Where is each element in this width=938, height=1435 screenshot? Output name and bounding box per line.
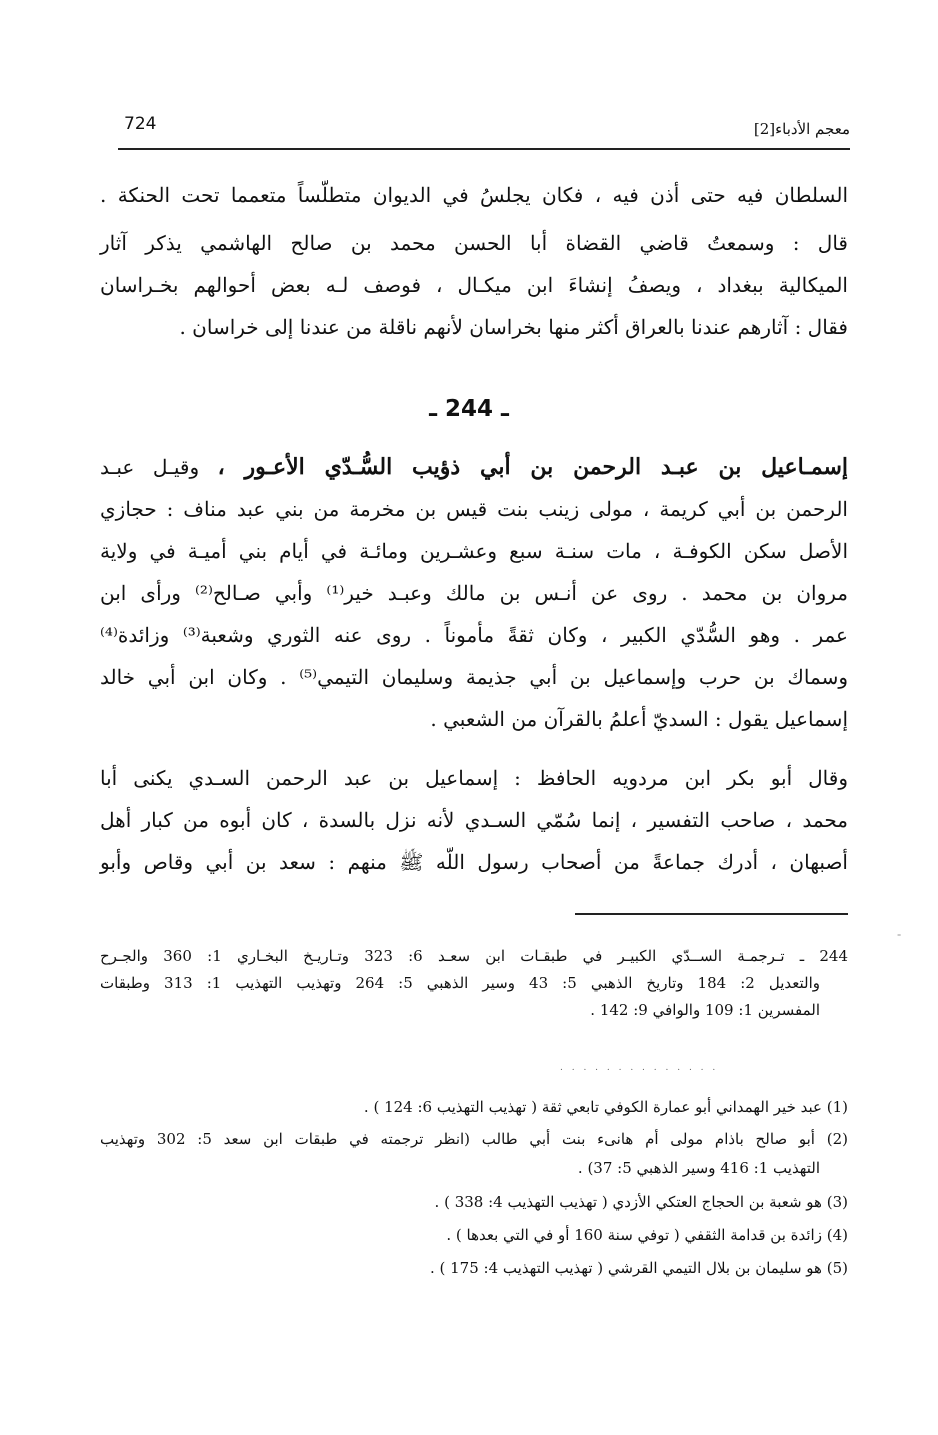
text-line: فقال : آثارهم عندنا بالعراق أكثر منها بخراسان لأنهم ناقلة من عندنا إلى خراسان . [179,315,848,339]
footnote-separator [575,913,848,915]
text-line: السلطان فيه حتى أذن فيه ، فكان يجلسُ في الديوان متطلّساً متعمما تحت الحنكة . [100,183,849,207]
text-line: إسماعيل يقول : السديّ أعلمُ بالقرآن من الشعبي . [430,707,848,731]
text-line: وقال أبو بكر ابن مردويه الحافظ : إسماعيل بن عبد الرحمن السـدي يكنى أبا [100,766,848,790]
sources-line: 244 ـ تـرجمـة الســدّي الكبيـر في طبقـات ابن سعـد 6: 323 وتـاريـخ البخـاري 1: 360 والجـرح [100,947,848,965]
page-header [118,108,850,150]
text-line: الميكالية ببغداد ، ويصفُ إنشاءَ ابن ميكـال ، فوصف لـه بعض أحوالهم بخـراسان [100,273,848,297]
text-line: الأصل سكن الكوفـة ، مات سنـة سبع وعشـرين ومائـة في أيام بني أميـة في ولاية [100,539,848,563]
text-line: محمد ، صاحب التفسير ، إنما سُمّي السـدي لأنه نزل بالسدة ، كان أبوه من كبار أهل [100,808,848,832]
footnote-4: (4) زائدة بن قدامة الثقفي ( توفي سنة 160 أو في التي بعدها ) . [446,1226,848,1244]
text-line: الرحمن بن أبي كريمة ، مولى زينب بنت قيس بن مخرمة من بني عبد مناف : حجازي [100,497,848,521]
text-line: أصبهان ، أدرك جماعةً من أصحاب رسول اللّه ﷺ منهم : سعد بن أبي وقاص وأبو [100,850,848,874]
scan-dots: . . . . . . . . . . . . . . [560,1063,719,1073]
footnote-2-cont: التهذيب 1: 416 وسير الذهبي 5: 37) . [577,1159,820,1177]
text-line: وسماك بن حرب وإسماعيل بن أبي جذيمة وسليمان التيمي⁽⁵⁾ . وكان ابن أبي خالد [100,665,848,689]
sources-line: والتعديل 2: 184 وتاريخ الذهبي 5: 43 وسير الذهبي 5: 264 وتهذيب التهذيب 1: 313 وطبقات [100,974,820,992]
footnote-3: (3) هو شعبة بن الحجاج العتكي الأزدي ( تهذيب التهذيب 4: 338 ) . [434,1193,848,1211]
footnote-2: (2) أبو صالح باذام مولى أم هانىء بنت أبي طالب (انظر ترجمته في طبقات ابن سعد 5: 302 وتهذيب [100,1130,848,1148]
text-line: عمر . وهو السُّدّي الكبير ، وكان ثقةً مأموناً . روى عنه الثوري وشعبة⁽³⁾ وزائدة⁽⁴⁾ [100,623,848,647]
running-title: معجم الأدباء[2] [753,120,850,138]
text-line: قال : وسمعتُ قاضي القضاة أبا الحسن محمد بن صالح الهاشمي يذكر آثار [100,231,848,255]
entry-heading-line [100,453,848,481]
scan-speck: ⁼ [897,932,902,941]
page-number: 724 [124,114,157,134]
entry-heading-rest: وقيـل عبـد [100,455,200,479]
entry-name: إسمـاعيل بن عبـد الرحمن بن أبي ذؤيب السُّـدّي الأعـور ، [217,454,848,480]
footnote-1: (1) عبد خير الهمداني أبو عمارة الكوفي تابعي ثقة ( تهذيب التهذيب 6: 124 ) . [363,1098,848,1116]
sources-line: المفسرين 1: 109 والوافي 9: 142 . [590,1001,820,1019]
entry-number: ـ 244 ـ [429,396,509,422]
footnote-5: (5) هو سليمان بن بلال التيمي القرشي ( تهذيب التهذيب 4: 175 ) . [429,1259,848,1277]
text-line: مروان بن محمد . روى عن أنـس بن مالك وعبـد خير⁽¹⁾ وأبي صـالح⁽²⁾ ورأى ابن [100,581,848,605]
